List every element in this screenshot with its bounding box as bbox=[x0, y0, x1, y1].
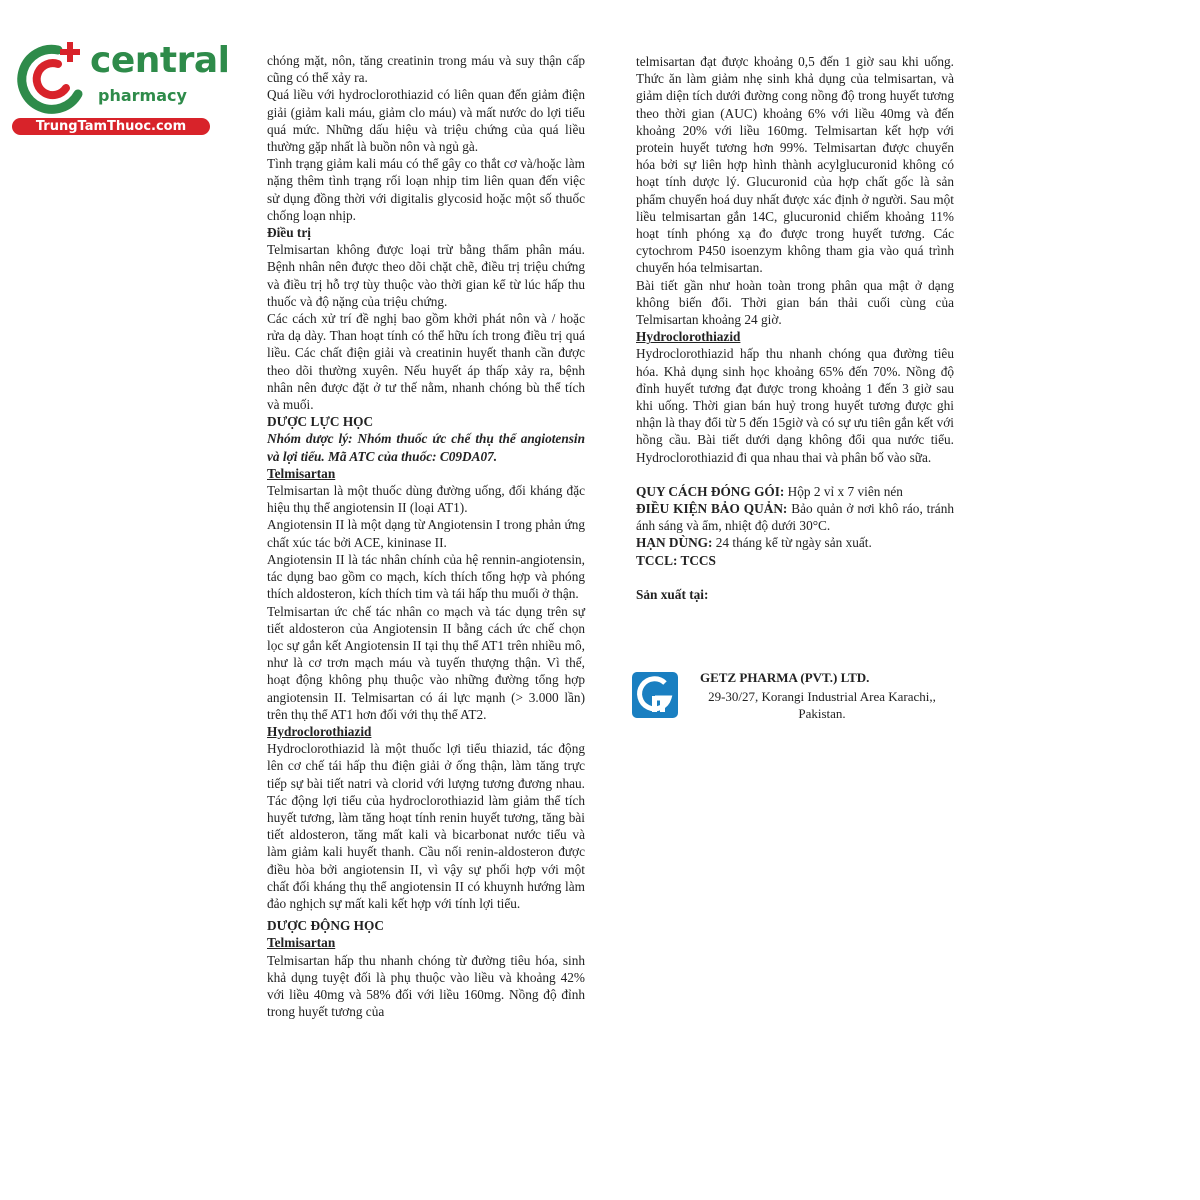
getz-pharma-logo-icon bbox=[632, 672, 678, 718]
quality-standard: TCCL: TCCS bbox=[636, 552, 716, 568]
paragraph: Telmisartan là một thuốc dùng đường uống, đối kháng đặc hiệu thụ thể angiotensin II (loại AT1). bbox=[267, 483, 585, 516]
spec-label: QUY CÁCH ĐÓNG GÓI: bbox=[636, 483, 785, 499]
paragraph: Hydroclorothiazid là một thuốc lợi tiểu thiazid, tác động lên cơ chế tái hấp thu điện giải ở ống thận, làm tăng trực tiếp sự bài tiết natri và clorid với lượng tương đương nhau. Tác động lợi tiểu của hydroclorothiazid làm giảm thể tích huyết tương, làm tăng hoạt tính renin huyết tương, tăng bài tiết aldosteron, tăng mất kali và bicarbonat nước tiểu và làm giảm kali huyết thanh. Cầu nối renin-aldosteron được điều hòa bởi angiotensin II, vì vậy sự phối hợp với một chất đối kháng thụ thể angiotensin II có khuynh hướng làm đảo nghịch sự mất kali kết hợp với tính lợi tiểu. bbox=[267, 741, 585, 911]
text-column-right bbox=[636, 53, 954, 603]
paragraph: Telmisartan không được loại trừ bằng thẩm phân máu. Bệnh nhân nên được theo dõi chặt chẽ, điều trị triệu chứng và điều trị hỗ trợ tùy thuộc vào thời gian kể từ lúc hấp thu thuốc và độ nặng của triệu chứng. bbox=[267, 242, 585, 309]
storage-spec bbox=[636, 500, 954, 534]
pharmacy-cross-icon bbox=[12, 38, 92, 118]
section-heading-duoc-luc-hoc: DƯỢC LỰC HỌC bbox=[267, 414, 374, 430]
paragraph: Telmisartan ức chế tác nhân co mạch và tác dụng trên sự tiết aldosteron của Angiotensin II bằng cách ức chế chọn lọc sự gắn kết Angiotensin II tại thụ thể AT1 trên nhiều mô, như là cơ trơn mạch máu và tuyến thượng thận. Vì thế, hoạt động không phụ thuộc vào những đường tổng hợp angiotensin II. Telmisartan có ái lực mạnh (> 3.000 lần) trên thụ thể AT1 hơn đối với thụ thể AT2. bbox=[267, 603, 585, 722]
section-heading-dieu-tri: Điều trị bbox=[267, 225, 311, 241]
manufacturer-block bbox=[632, 668, 962, 724]
address-line: 29-30/27, Korangi Industrial Area Karachi,, bbox=[708, 689, 936, 704]
subheading-hydroclorothiazid: Hydroclorothiazid bbox=[267, 723, 372, 739]
text-column-left bbox=[267, 52, 585, 1020]
central-pharmacy-logo bbox=[12, 38, 230, 136]
expiry-spec bbox=[636, 534, 954, 551]
subheading-telmisartan: Telmisartan bbox=[267, 465, 336, 481]
spec-label: HẠN DÙNG: bbox=[636, 535, 713, 551]
subheading-hydroclorothiazid: Hydroclorothiazid bbox=[636, 329, 741, 345]
brand-website: TrungTamThuoc.com bbox=[12, 118, 210, 135]
paragraph: chóng mặt, nôn, tăng creatinin trong máu và suy thận cấp cũng có thể xảy ra. bbox=[267, 53, 585, 86]
packaging-spec bbox=[636, 483, 954, 500]
made-in-label: Sản xuất tại: bbox=[636, 586, 709, 602]
paragraph: Angiotensin II là tác nhân chính của hệ rennin-angiotensin, tác dụng bao gồm co mạch, kích thích tổng hợp và phóng thích aldosteron, kích thích tim và tái hấp thu muối ở thận. bbox=[267, 551, 585, 602]
paragraph: Hydroclorothiazid hấp thu nhanh chóng qua đường tiêu hóa. Khả dụng sinh học khoảng 65% đến 70%. Nồng độ đỉnh huyết tương đạt được trong khoảng 1 đến 3 giờ sau khi uống. Thời gian bán huỷ trong huyết tương được ghi nhận là thay đổi từ 5 đến 15giờ và có sự ưu tiên gắn kết với hồng cầu. Bài tiết dưới dạng không đổi qua nước tiểu. Hydroclorothiazid đi qua nhau thai và phân bố vào sữa. bbox=[636, 346, 954, 465]
spec-value: Bảo quản ở nơi khô ráo, tránh ánh sáng và ẩm, nhiệt độ dưới 30°C. bbox=[636, 501, 954, 534]
paragraph: Bài tiết gần như hoàn toàn trong phân qua mật ở dạng không biến đổi. Thời gian bán thải cuối cùng của Telmisartan khoảng 24 giờ. bbox=[636, 277, 954, 328]
paragraph: Telmisartan hấp thu nhanh chóng từ đường tiêu hóa, sinh khả dụng tuyệt đối là phụ thuộc vào liều và khoảng 42% với liều 40mg và 58% đối với liều 160mg. Nồng độ đỉnh trong huyết tương của bbox=[267, 952, 585, 1020]
subheading-telmisartan: Telmisartan bbox=[267, 935, 336, 951]
brand-name: central bbox=[90, 40, 230, 81]
spec-label: ĐIỀU KIỆN BẢO QUẢN: bbox=[636, 501, 788, 517]
paragraph: Angiotensin II là một dạng từ Angiotensin I trong phản ứng chất xúc tác bởi ACE, kininase II. bbox=[267, 517, 585, 550]
spec-value: Hộp 2 vỉ x 7 viên nén bbox=[784, 483, 903, 499]
manufacturer-name: GETZ PHARMA (PVT.) LTD. bbox=[700, 670, 870, 685]
pharmacology-group: Nhóm dược lý: Nhóm thuốc ức chế thụ thể angiotensin và lợi tiểu. Mã ATC của thuốc: C09DA07. bbox=[267, 431, 585, 464]
paragraph: telmisartan đạt được khoảng 0,5 đến 1 giờ sau khi uống. Thức ăn làm giảm nhẹ sinh khả dụng của telmisartan, và giảm diện tích dưới đường cong nồng độ trong huyết tương theo thời gian (AUC) khoảng 6% với liều 40mg và đến khoảng 20% với liều 160mg. Telmisartan kết hợp với protein huyết tương hơn 99%. Telmisartan được chuyển hóa bởi sự liên hợp hình thành acylglucuronid không có hoạt tính dược lý. Glucuronid của hợp chất gốc là sản phẩm chuyển hoá duy nhất được xác định ở người. Sau một liều telmisartan gắn 14C, glucuronid chiếm khoảng 11% hoạt tính phóng xạ đo được trong huyết tương. Các cytochrom P450 isoenzym không tham gia vào quá trình chuyển hóa telmisartan. bbox=[636, 54, 954, 276]
spec-value: 24 tháng kể từ ngày sản xuất. bbox=[712, 535, 872, 551]
manufacturer-address bbox=[692, 688, 952, 722]
paragraph: Tình trạng giảm kali máu có thể gây co thắt cơ và/hoặc làm nặng thêm tình trạng rối loạn nhịp tim liên quan đến việc sử dụng đồng thời với digitalis glycosid hoặc một số thuốc chống loạn nhịp. bbox=[267, 156, 585, 223]
brand-subtitle: pharmacy bbox=[98, 86, 187, 105]
paragraph: Quá liều với hydroclorothiazid có liên quan đến giảm điện giải (giảm kali máu, giảm clo máu) và mất nước do lợi tiểu quá mức. Những dấu hiệu và triệu chứng của quá liều thường gặp nhất là buồn nôn và ngủ gà. bbox=[267, 87, 585, 155]
section-heading-duoc-dong-hoc: DƯỢC ĐỘNG HỌC bbox=[267, 918, 384, 934]
address-line: Pakistan. bbox=[798, 706, 846, 721]
paragraph: Các cách xử trí đề nghị bao gồm khởi phát nôn và / hoặc rửa dạ dày. Than hoạt tính có thể hữu ích trong điều trị quá liều. Các chất điện giải và creatinin huyết thanh cần được theo dõi thường xuyên. Nếu huyết áp thấp xảy ra, bệnh nhân nên được đặt ở tư thế nằm, nhanh chóng bù thể tích và muối. bbox=[267, 311, 585, 413]
